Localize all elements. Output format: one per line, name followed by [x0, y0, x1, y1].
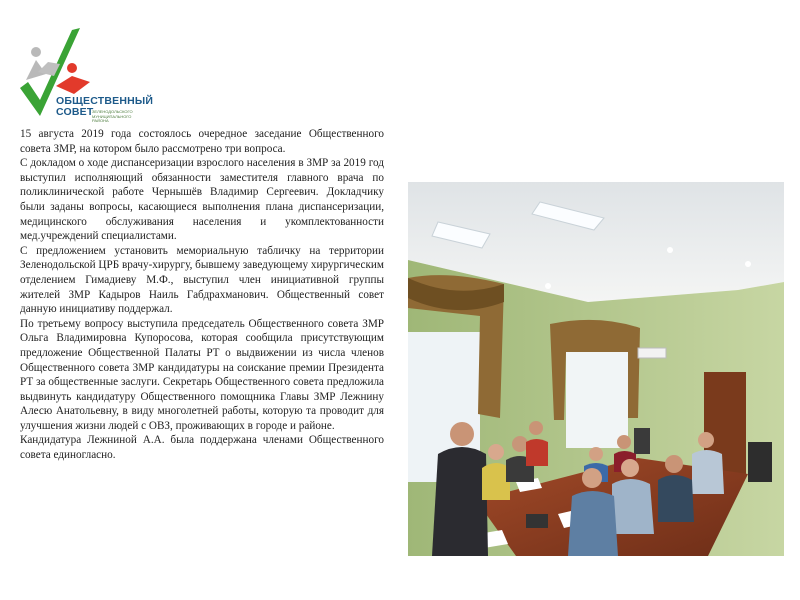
paragraph-vote: Кандидатура Лежниной А.А. была поддержана членами Общественного совета единогласно.	[20, 434, 384, 462]
logo-figure-red	[67, 63, 77, 73]
paragraph-nomination: По третьему вопросу выступила председатель Общественного совета ЗМР Ольга Владимировна Купоросова, которая сообщила присутствующим предложение Общественной Палаты РТ о выдвижении из числа членов Общественного совета ЗМР кандидатуры на соискание премии Президента РТ за общественные заслуги. Секретарь Общественного совета предложила выдвинуть кандидатуру Общественного помощника Главы ЗМР Лежнину Алесю Анатольевну, в виду многолетней работы, которую та проводит для улучшения жизни людей с ОВЗ, проживающих в городе и районе.	[20, 317, 384, 432]
photo-spotlight	[667, 247, 673, 253]
logo-figure-gray	[31, 47, 41, 57]
logo-title-line2: СОВЕТ	[56, 106, 94, 118]
meeting-photo	[408, 182, 784, 556]
photo-window-center	[566, 352, 628, 448]
photo-chair	[748, 442, 772, 482]
logo-subtitle: ЗЕЛЕНОДОЛЬСКОГО МУНИЦИПАЛЬНОГО РАЙОНА	[92, 109, 133, 123]
article-text	[20, 127, 384, 463]
paragraph-date: 15 августа 2019 года состоялось очередное заседание Общественного совета ЗМР, на котором было рассмотрено три вопроса.	[20, 128, 384, 155]
photo-device	[526, 514, 548, 528]
paragraph-memorial-plaque: С предложением установить мемориальную табличку на территории Зеленодольской ЦРБ врачу-хирургу, бывшему заведующему хирургическим отделением Гимадиеву М.Ф., выступил член инициативной группы жителей ЗМР Кадыров Наиль Габдрахманович. Общественный совет данную инициативу поддержал.	[20, 244, 384, 316]
photo-spotlight	[545, 283, 551, 289]
photo-air-conditioner	[638, 348, 666, 358]
photo-chair	[634, 428, 650, 454]
paragraph-dispensarization: С докладом о ходе диспансеризации взрослого населения в ЗМР за 2019 год выступил исполняющий обязанности заместителя главного врача по поликлинической работе Чернышёв Владимир Сергеевич. Докладчику были заданы вопросы, касающиеся выполнения плана диспансеризации, медицинского обслуживания населения и укомплектованности мед.учреждений специалистами.	[20, 157, 384, 243]
logo-title-line1: ОБЩЕСТВЕННЫЙ	[56, 95, 154, 107]
photo-spotlight	[745, 261, 751, 267]
